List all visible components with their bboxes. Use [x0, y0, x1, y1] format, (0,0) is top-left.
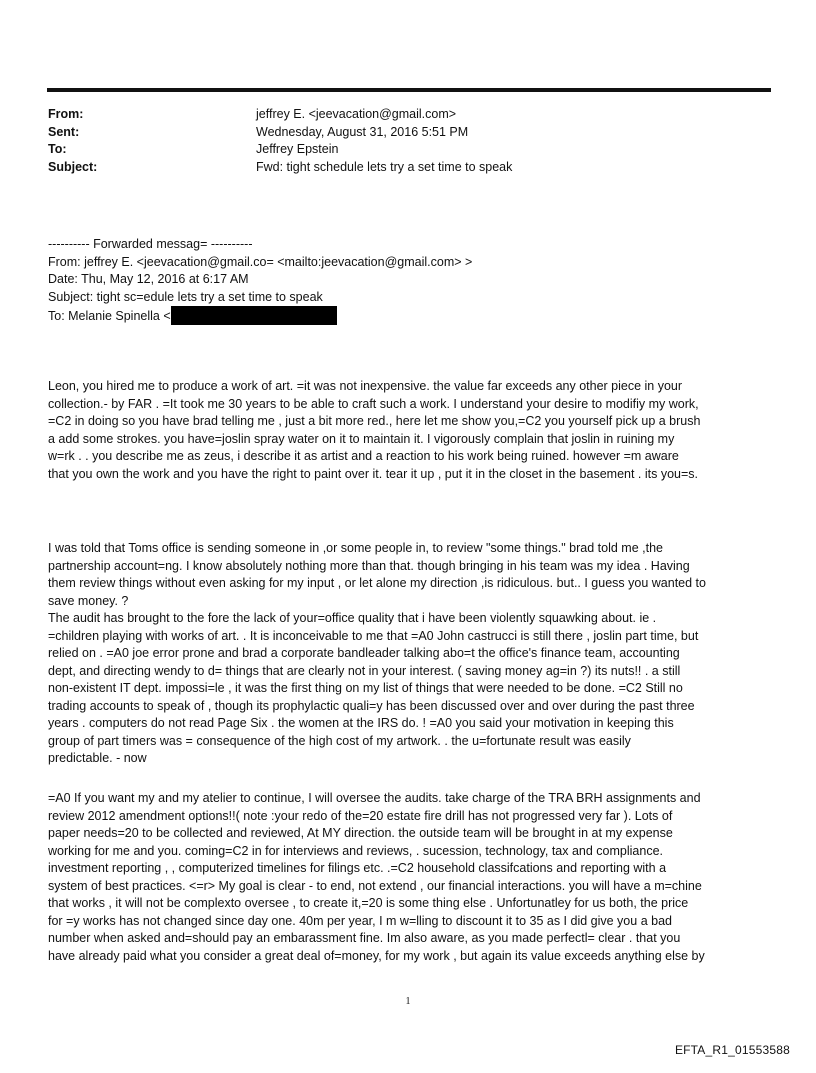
- subject-value: Fwd: tight schedule lets try a set time to speak: [256, 159, 513, 174]
- text-line: investment reporting , , computerized timelines for filings etc. .=C2 household classifcations and reporting with a: [48, 861, 667, 875]
- email-header: [48, 106, 768, 176]
- text-line: number when asked and=should pay an embarassment fine. Im also aware, as you made perfectl= clear . that you: [48, 931, 681, 945]
- text-line: The audit has brought to the fore the lack of your=office quality that i have been violently squawking about. ie .: [48, 611, 657, 625]
- sent-row: [48, 124, 768, 142]
- sent-label: Sent:: [48, 124, 80, 139]
- forward-banner: ---------- Forwarded messag= ----------: [48, 237, 253, 251]
- redaction-block: [171, 306, 337, 325]
- text-line: I was told that Toms office is sending someone in ,or some people in, to review "some things." brad told me ,the: [48, 541, 663, 555]
- text-line: group of part timers was = consequence of the high cost of my artwork. . the u=fortunate result was easily: [48, 733, 631, 748]
- to-row: [48, 141, 768, 159]
- text-line: predictable. - now: [48, 751, 147, 765]
- text-line: for =y works has not changed since day one. 40m per year, I m w=lling to discount it to 35 as I did give you a bad: [48, 913, 672, 928]
- to-value: Jeffrey Epstein: [256, 142, 339, 156]
- from-label: From:: [48, 107, 84, 121]
- text-line: them review things without even asking for my input , or let alone my direction ,is ridiculous. but.. I guess you wanted to: [48, 576, 706, 590]
- text-line: that works , it will not be complexto oversee , to create it,=20 is some thing else . Unfortunatley for us both, the price: [48, 896, 689, 910]
- text-line: save money. ?: [48, 593, 129, 608]
- text-line: working for me and you. coming=C2 in for interviews and reviews, . sucession, technology, tax and compliance.: [48, 843, 664, 858]
- header-rule: [47, 88, 771, 92]
- forward-to-row: [48, 306, 768, 326]
- text-line: non-existent IT dept. impossi=le , it was the first thing on my list of things that were needed to be done. =C2 Still no: [48, 681, 683, 695]
- text-line: w=rk . . you describe me as zeus, i describe it as artist and a reaction to his work being ruined. however =m aware: [48, 449, 679, 463]
- text-line: a add some strokes. you have=joslin spray water on it to maintain it. I vigorously complain that joslin in ruining my: [48, 431, 675, 446]
- body-paragraph-3: [48, 790, 770, 965]
- forward-to: To: Melanie Spinella <: [48, 309, 171, 323]
- sent-value: Wednesday, August 31, 2016 5:51 PM: [256, 124, 469, 139]
- text-line: =children playing with works of art. . It is inconceivable to me that =A0 John castrucci is still there , joslin part time, but: [48, 628, 699, 643]
- text-line: paper needs=20 to be collected and reviewed, At MY direction. the outside team will be brought in at my expense: [48, 826, 673, 840]
- from-row: [48, 106, 768, 124]
- forward-from: From: jeffrey E. <jeevacation@gmail.co= <mailto:jeevacation@gmail.com> >: [48, 254, 473, 269]
- from-value: jeffrey E. <jeevacation@gmail.com>: [256, 107, 457, 121]
- text-line: that you own the work and you have the right to paint over it. tear it up , put it in the closet in the basement . its you=s.: [48, 466, 699, 481]
- text-line: =A0 If you want my and my atelier to continue, I will oversee the audits. take charge of the TRA BRH assignments and: [48, 791, 701, 805]
- text-line: =C2 in doing so you have brad telling me , just a bit more red., here let me show you,=C2 you yourself pick up a brush: [48, 414, 701, 428]
- text-line: Leon, you hired me to produce a work of art. =it was not inexpensive. the value far exceeds any other piece in your: [48, 379, 683, 393]
- to-label: To:: [48, 142, 67, 156]
- page-number: 1: [405, 996, 411, 1007]
- text-line: review 2012 amendment options!!( note :your redo of the=20 estate fire drill has not progressed very far ). Lots of: [48, 808, 673, 823]
- forward-date: Date: Thu, May 12, 2016 at 6:17 AM: [48, 272, 249, 286]
- text-line: have already paid what you consider a great deal of=money, for my work , but again its value exceeds anything else by: [48, 948, 705, 963]
- forward-subject: Subject: tight sc=edule lets try a set time to speak: [48, 289, 323, 304]
- text-line: collection.- by FAR . =It took me 30 years to be able to craft such a work. I understand your desire to modifiy my work,: [48, 396, 699, 411]
- text-line: relied on . =A0 joe error prone and brad a corporate bandleader talking abo=t the office's finance team, accounting: [48, 646, 680, 660]
- body-paragraph-2: [48, 540, 770, 768]
- subject-label: Subject:: [48, 159, 98, 174]
- text-line: system of best practices. <=r> My goal is clear - to end, not extend , our financial interactions. you will have a m=chine: [48, 878, 702, 893]
- text-line: years . computers do not read Page Six . the women at the IRS do. ! =A0 you said your motivation in keeping this: [48, 716, 674, 730]
- body-paragraph-1: [48, 378, 770, 483]
- subject-row: [48, 159, 768, 177]
- text-line: trading accounts to speak of , though its prophylactic quali=y has been discussed over and over during the past three: [48, 698, 695, 713]
- text-line: dept, and directing wendy to d= things that are clearly not in your interest. ( saving money ag=in ?) its nuts!! . a still: [48, 663, 681, 678]
- text-line: partnership account=ng. I know absolutely nothing more than that. though bringing in his team was my idea . Having: [48, 558, 690, 573]
- bates-number: EFTA_R1_01553588: [674, 1043, 790, 1057]
- forwarded-header: [48, 236, 768, 326]
